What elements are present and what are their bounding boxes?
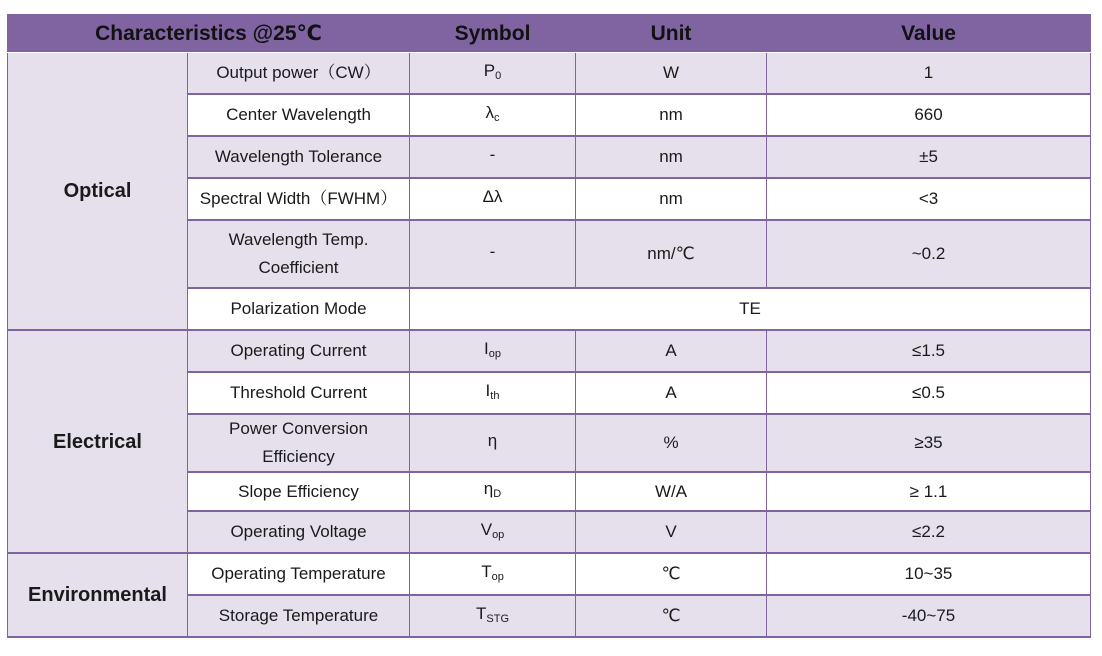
param-cell: Slope Efficiency (188, 472, 410, 511)
value-cell: ≥ 1.1 (767, 472, 1091, 511)
value-cell: ≤1.5 (767, 330, 1091, 372)
value-cell: <3 (767, 178, 1091, 220)
symbol-cell (410, 220, 576, 288)
symbol-base: I (484, 338, 489, 358)
param-cell: Threshold Current (188, 372, 410, 414)
unit-cell: A (576, 330, 767, 372)
value-cell: -40~75 (767, 595, 1091, 637)
symbol-base: λ (485, 102, 495, 122)
symbol-base: - (489, 241, 496, 261)
table-row (8, 53, 1091, 95)
unit-cell: ℃ (576, 553, 767, 595)
header-value: Value (767, 15, 1091, 53)
symbol-cell (410, 414, 576, 472)
symbol-cell (410, 330, 576, 372)
value-cell: ≥35 (767, 414, 1091, 472)
unit-cell: nm (576, 94, 767, 136)
param-cell (188, 220, 410, 288)
symbol-base: P (483, 60, 496, 80)
symbol-subscript: STG (486, 612, 510, 625)
symbol-cell (410, 53, 576, 95)
merged-value-cell: TE (410, 288, 1091, 330)
symbol-base: I (485, 380, 491, 400)
symbol-cell (410, 178, 576, 220)
value-cell: ~0.2 (767, 220, 1091, 288)
value-cell: ≤0.5 (767, 372, 1091, 414)
symbol-base: Δλ (482, 186, 503, 206)
param-line-1: Power Conversion (229, 419, 368, 438)
symbol-subscript: c (494, 111, 500, 124)
header-row (8, 15, 1091, 53)
param-cell: Operating Temperature (188, 553, 410, 595)
table-row (8, 553, 1091, 595)
unit-cell: % (576, 414, 767, 472)
symbol-base: - (489, 144, 496, 164)
symbol-cell (410, 94, 576, 136)
value-cell: ≤2.2 (767, 511, 1091, 553)
group-electrical: Electrical (8, 330, 188, 553)
value-cell: ±5 (767, 136, 1091, 178)
param-cell: Spectral Width（FWHM） (188, 178, 410, 220)
param-cell: Storage Temperature (188, 595, 410, 637)
param-cell: Polarization Mode (188, 288, 410, 330)
group-environmental: Environmental (8, 553, 188, 637)
value-cell: 1 (767, 53, 1091, 95)
symbol-cell (410, 595, 576, 637)
param-line-1: Wavelength Temp. (228, 230, 369, 249)
symbol-subscript: op (492, 528, 505, 541)
symbol-subscript: op (491, 570, 504, 583)
unit-cell: W/A (576, 472, 767, 511)
param-cell: Operating Voltage (188, 511, 410, 553)
specifications-table (7, 14, 1091, 638)
table-row (8, 330, 1091, 372)
param-line-2: Coefficient (258, 258, 339, 277)
unit-cell: V (576, 511, 767, 553)
header-unit: Unit (576, 15, 767, 53)
symbol-base: T (481, 561, 492, 581)
param-cell (188, 414, 410, 472)
symbol-base: η (483, 479, 494, 498)
symbol-base: T (476, 603, 487, 623)
value-cell: 660 (767, 94, 1091, 136)
header-characteristics: Characteristics @25℃ (8, 15, 410, 53)
symbol-cell (410, 472, 576, 511)
header-symbol: Symbol (410, 15, 576, 53)
symbol-cell (410, 136, 576, 178)
symbol-subscript: th (490, 389, 500, 402)
unit-cell: nm (576, 178, 767, 220)
symbol-subscript: op (488, 347, 501, 360)
symbol-subscript: D (493, 488, 502, 500)
symbol-cell (410, 511, 576, 553)
symbol-base: V (480, 519, 493, 539)
unit-cell: W (576, 53, 767, 95)
unit-cell: nm/℃ (576, 220, 767, 288)
unit-cell: A (576, 372, 767, 414)
group-optical: Optical (8, 53, 188, 331)
symbol-cell (410, 553, 576, 595)
symbol-subscript: 0 (495, 69, 502, 82)
symbol-base: η (487, 430, 498, 450)
symbol-cell (410, 372, 576, 414)
value-cell: 10~35 (767, 553, 1091, 595)
unit-cell: ℃ (576, 595, 767, 637)
unit-cell: nm (576, 136, 767, 178)
param-cell: Wavelength Tolerance (188, 136, 410, 178)
param-cell: Output power（CW） (188, 53, 410, 95)
param-line-2: Efficiency (262, 447, 335, 466)
param-cell: Operating Current (188, 330, 410, 372)
param-cell: Center Wavelength (188, 94, 410, 136)
